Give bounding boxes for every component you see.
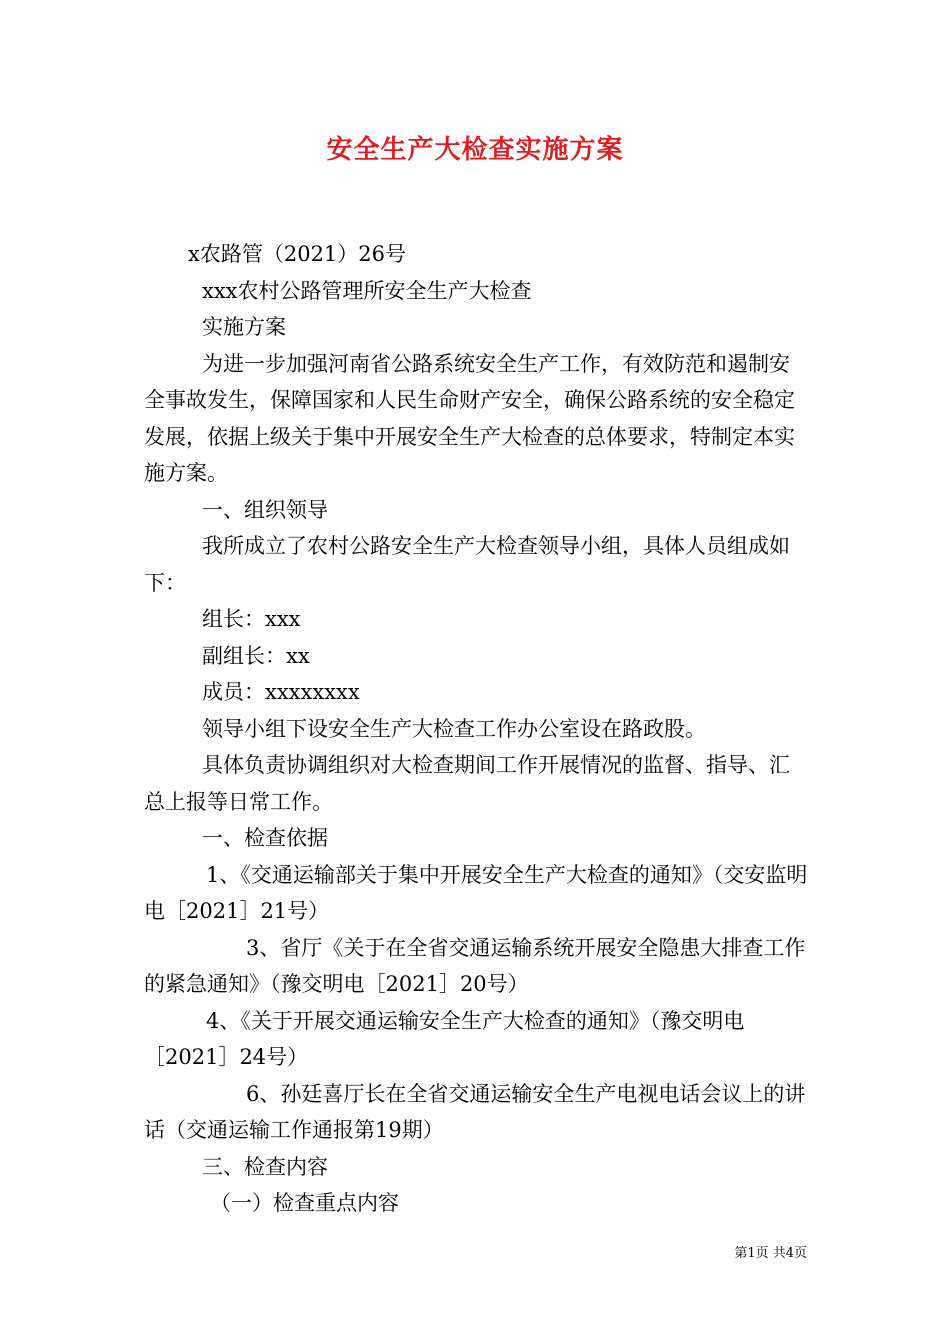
page-footer: 第1页 共4页 [734,1246,807,1261]
paragraph: 具体负责协调组织对大检查期间工作开展情况的监督、指导、汇总上报等日常工作。 [144,753,790,814]
member-line: 组长：xxx [202,607,301,631]
subsection-heading: （一）检查重点内容 [210,1191,399,1215]
section-heading: 三、检查内容 [202,1154,328,1179]
list-item: 6、孙廷喜厅长在全省交通运输安全生产电视电话会议上的讲话（交通运输工作通报第19期） [144,1081,806,1142]
issuer-heading: xxx农村公路管理所安全生产大检查 [202,278,532,303]
document-title: 安全生产大检查实施方案 [326,135,624,165]
subtitle: 实施方案 [202,315,286,339]
document-body [144,236,808,1222]
list-item: 1、《交通运输部关于集中开展安全生产大检查的通知》（交安监明电［2021］21号） [144,862,808,923]
paragraph: 领导小组下设安全生产大检查工作办公室设在路政股。 [202,716,706,741]
list-item: 3、省厅《关于在全省交通运输系统开展安全隐患大排查工作的紧急通知》（豫交明电［2021］20号） [144,935,806,996]
member-line: 成员：xxxxxxxx [202,680,360,704]
member-line: 副组长：xx [202,643,310,668]
section-heading: 一、组织领导 [202,497,328,522]
list-item: 4、《关于开展交通运输安全生产大检查的通知》（豫交明电［2021］24号） [144,1008,745,1069]
paragraph: 我所成立了农村公路安全生产大检查领导小组，具体人员组成如下： [144,534,790,595]
document-number: x农路管（2021）26号 [188,242,407,266]
section-heading: 一、检查依据 [202,826,328,850]
paragraph: 为进一步加强河南省公路系统安全生产工作，有效防范和遏制安全事故发生，保障国家和人民生命财产安全，确保公路系统的安全稳定发展，依据上级关于集中开展安全生产大检查的总体要求，特制定本实施方案。 [144,351,795,485]
